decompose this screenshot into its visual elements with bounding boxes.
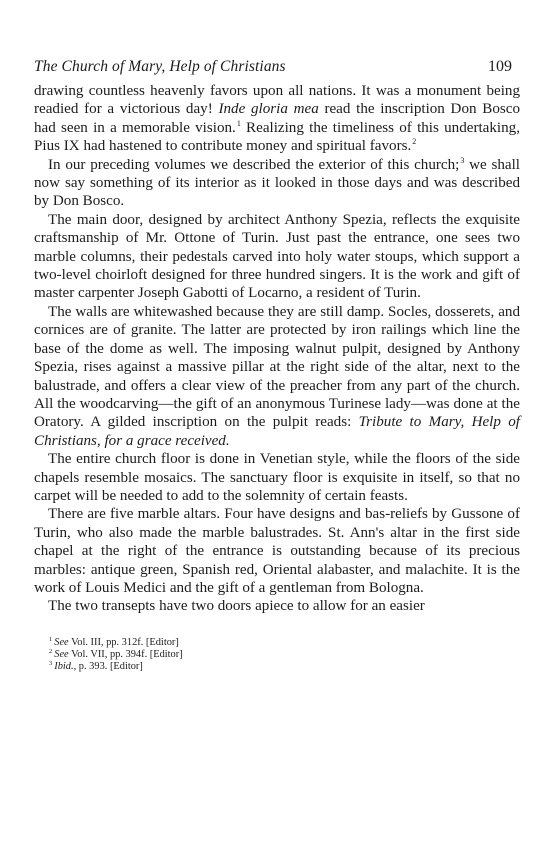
paragraph-1-text-a: drawing countless heavenly favors upon all nations. It was a monument being readied for a victorious day!	[34, 83, 520, 118]
footnote-text-3: , p. 393. [Editor]	[73, 661, 143, 673]
page-number: 109	[488, 58, 512, 75]
paragraph-4-text-a: The walls are whitewashed because they are still damp. Socles, dosserets, and cornices are of granite. The latter are protected by iron railings which line the base of the dome as well. The imposing walnut pulpit, designed by Anthony Spezia, rises against a massive pillar at the right side of the altar, next to the balustrade, and offers a clear view of the preacher from any part of the church. All the woodcarving—the gift of an anonymous Turinese lady—was done at the Oratory. A gilded inscription on the pulpit reads:	[34, 303, 520, 431]
footnote-mark-2: 2	[49, 647, 53, 655]
footnote-ref-2: 2	[412, 137, 417, 147]
paragraph-5: The entire church floor is done in Venetian style, while the floors of the side chapels resemble mosaics. The sanctuary floor is exquisite in itself, so that no carpet will be needed to add to the solemnity of certain feasts.	[34, 451, 520, 504]
book-page	[34, 58, 520, 673]
paragraph-4	[34, 303, 520, 450]
footnote-1	[49, 637, 520, 649]
paragraph-6: There are five marble altars. Four have designs and bas-reliefs by Gussone of Turin, who also made the marble balustrades. St. Ann's altar in the first side chapel at the right of the entrance is outstanding because of its precious marbles: antique green, Spanish red, Oriental alabaster, and malachite. It is the work of Louis Medici and the gift of a gentleman from Bologna.	[34, 506, 520, 596]
paragraph-7: The two transepts have two doors apiece to allow for an easier	[48, 598, 425, 615]
footnote-lead-3: Ibid.	[54, 661, 74, 673]
footnote-text-2: Vol. VII, pp. 394f. [Editor]	[68, 648, 183, 660]
paragraph-1	[34, 82, 520, 156]
inscription-latin: Inde gloria mea	[218, 101, 319, 118]
paragraph-2-text-a: In our preceding volumes we described the exterior of this church;	[48, 156, 460, 173]
paragraph-2	[34, 156, 520, 211]
footnote-ref-3: 3	[460, 155, 465, 165]
running-head	[34, 58, 520, 82]
footnote-ref-1: 1	[236, 118, 241, 128]
paragraph-3: The main door, designed by architect Anthony Spezia, reflects the exquisite craftsmanship of Mr. Ottone of Turin. Just past the entrance, one sees two marble columns, their pedestals carved into holy water stoups, which support a two-level choirloft designed for three hundred singers. It is the work and gift of master carpenter Joseph Gabotti of Locarno, a resident of Turin.	[34, 211, 520, 302]
footnote-text-1: Vol. III, pp. 312f. [Editor]	[68, 636, 179, 648]
footnote-lead-2: See	[54, 648, 69, 660]
footnote-mark-3: 3	[49, 660, 53, 668]
footnote-mark-1: 1	[49, 635, 53, 643]
footnote-lead-1: See	[54, 636, 69, 648]
footnotes	[34, 637, 520, 674]
footnote-3	[49, 661, 520, 673]
paragraph-1-text-c: read the inscription Don Bosco had seen in a memorable vision.	[34, 101, 520, 136]
running-title: The Church of Mary, Help of Christians	[34, 58, 286, 75]
pulpit-inscription: Tribute to Mary, Help of Christians, for a grace received.	[34, 414, 520, 449]
paragraph-2-text-b: we shall now say something of its interior as it looked in those days and was described by Don Bosco.	[34, 156, 520, 210]
footnote-2	[49, 649, 520, 661]
body-text	[34, 82, 520, 616]
paragraph-1-text-d: Realizing the timeliness of this undertaking, Pius IX had hastened to contribute money and spiritual favors.	[34, 119, 520, 155]
